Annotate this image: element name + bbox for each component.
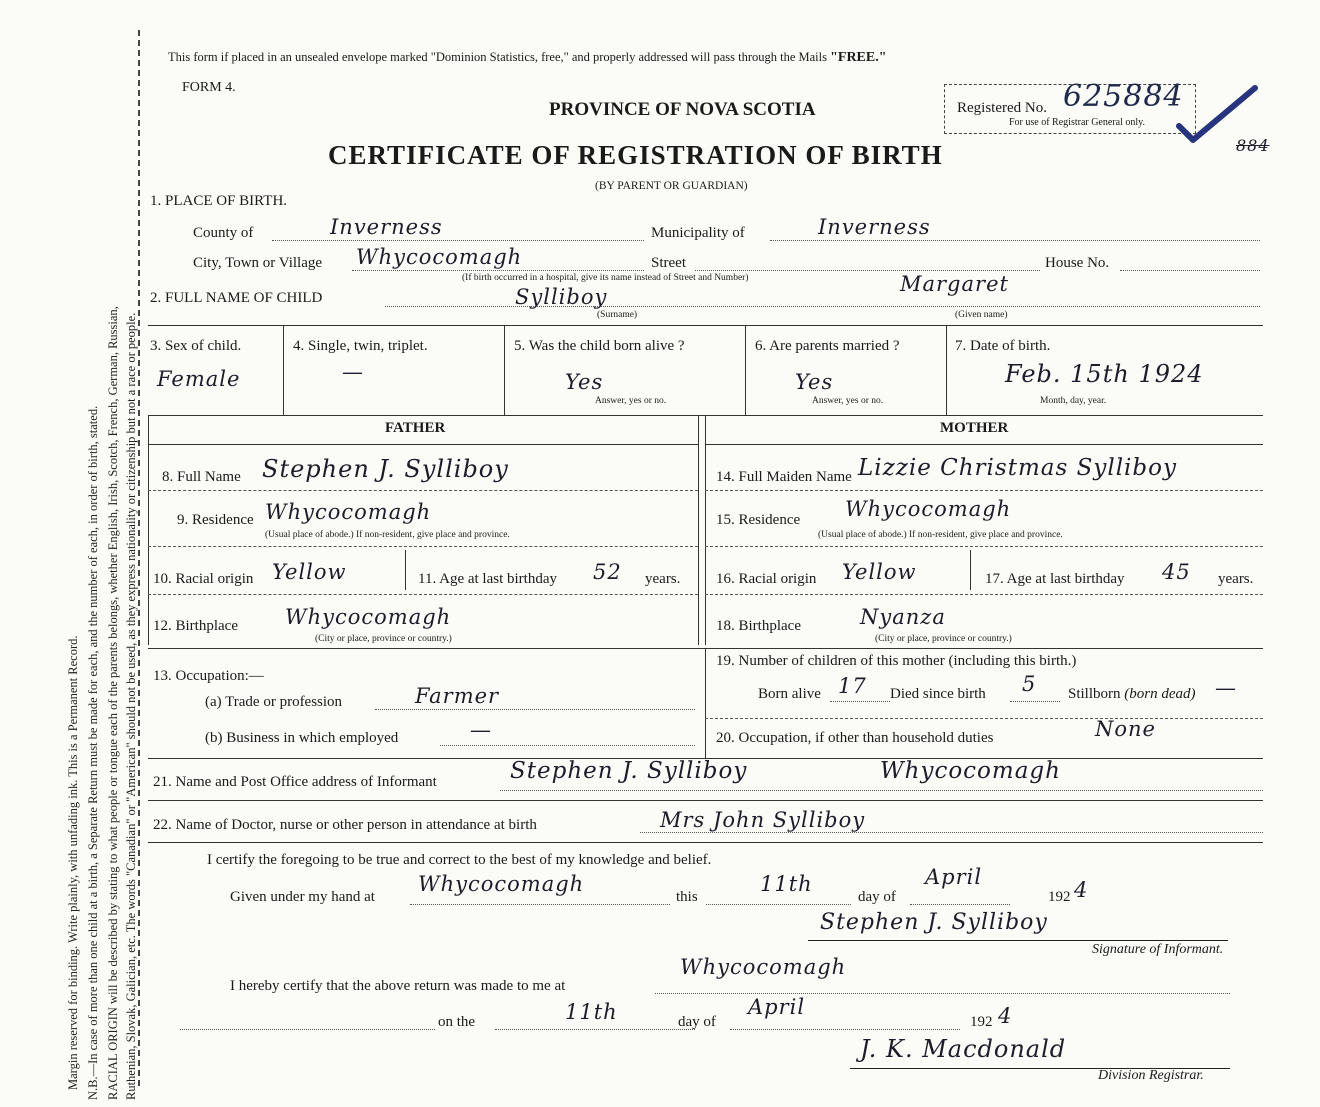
mother-residence-note: (Usual place of abode.) If non-resident, give place and province. xyxy=(818,530,1063,540)
margin-note-racial-origin-2: Ruthenian, Slovak, Galician, etc. The words "Canadian" or "American" should not be used, as they express nationality or citizenship but not a race or people. xyxy=(124,312,138,1100)
divider-row21 xyxy=(148,800,1263,801)
child-given-name-value: Margaret xyxy=(900,272,1009,296)
died-since-birth-label: Died since birth xyxy=(890,686,986,702)
trade-label: (a) Trade or profession xyxy=(205,694,343,710)
informant-label: 21. Name and Post Office address of Informant xyxy=(153,774,437,790)
born-alive-line xyxy=(830,701,890,702)
mother-heading-rule xyxy=(705,444,1263,445)
county-value: Inverness xyxy=(330,215,443,239)
registrar-day-line xyxy=(495,1029,695,1030)
hospital-note: (If birth occurred in a hospital, give its name instead of Street and Number) xyxy=(462,273,749,283)
house-number-line xyxy=(1120,270,1260,271)
city-label: City, Town or Village xyxy=(193,255,323,271)
born-alive-value: Yes xyxy=(565,370,604,394)
date-of-birth-label: 7. Date of birth. xyxy=(955,338,1051,354)
given-year-prefix: 192 xyxy=(1048,889,1071,905)
registrar-month-line xyxy=(730,1029,960,1030)
registered-number-note: For use of Registrar General only. xyxy=(1009,117,1145,128)
father-heading: FATHER xyxy=(385,420,446,436)
sex-value: Female xyxy=(157,367,241,391)
mother-age-label: 17. Age at last birthday xyxy=(985,571,1125,587)
registrar-year-prefix: 192 xyxy=(970,1014,993,1030)
mother-occupation-label: 20. Occupation, if other than household duties xyxy=(716,730,994,746)
street-label: Street xyxy=(651,255,686,271)
mother-age-years: years. xyxy=(1218,571,1254,587)
father-left-border xyxy=(148,415,149,645)
died-since-birth-count: 5 xyxy=(1022,672,1037,696)
col-divider-3 xyxy=(745,325,746,415)
registrar-month-value: April xyxy=(748,995,806,1019)
mother-left-border xyxy=(705,415,706,645)
given-month-value: April xyxy=(925,865,983,889)
business-line xyxy=(440,745,695,746)
given-day-line xyxy=(706,904,851,905)
parents-married-question: 6. Are parents married ? xyxy=(755,338,900,354)
day-of-label: day of xyxy=(858,889,896,905)
municipality-label: Municipality of xyxy=(651,225,745,241)
attendance-value: Mrs John Sylliboy xyxy=(660,808,866,832)
registered-number-box xyxy=(944,79,1196,134)
surname-note: (Surname) xyxy=(597,310,638,320)
mother-birthplace-value: Nyanza xyxy=(860,605,946,629)
father-birthplace-note: (City or place, province or country.) xyxy=(315,634,452,644)
multiple-birth-label: 4. Single, twin, triplet. xyxy=(293,338,428,354)
binding-margin-line xyxy=(138,30,140,1090)
born-alive-label: Born alive xyxy=(758,686,821,702)
father-row9-rule xyxy=(148,546,698,547)
father-name-value: Stephen J. Sylliboy xyxy=(262,455,509,483)
father-birthplace-label: 12. Birthplace xyxy=(153,618,238,634)
father-age-value: 52 xyxy=(593,560,622,584)
mother-birthplace-label: 18. Birthplace xyxy=(716,618,801,634)
registrar-year-suffix: 4 xyxy=(998,1004,1013,1028)
street-line xyxy=(695,270,1040,271)
certify-statement: I certify the foregoing to be true and correct to the best of my knowledge and belief. xyxy=(207,852,712,868)
col-divider-4 xyxy=(946,325,947,415)
given-name-note: (Given name) xyxy=(955,310,1008,320)
informant-address: Whycocomagh xyxy=(880,758,1061,784)
mother-occupation-value: None xyxy=(1095,717,1156,741)
died-since-birth-line xyxy=(1010,701,1060,702)
page-subtitle: (BY PARENT OR GUARDIAN) xyxy=(595,180,748,192)
municipality-value: Inverness xyxy=(818,215,931,239)
mother-age-value: 45 xyxy=(1162,560,1191,584)
margin-notes xyxy=(0,0,140,1107)
margin-registry-mark: 884 xyxy=(1236,136,1270,155)
mother-heading: MOTHER xyxy=(940,420,1009,436)
occupation-center-divider xyxy=(705,648,706,758)
city-value: Whycocomagh xyxy=(356,245,523,269)
registered-number-label: Registered No. xyxy=(957,100,1047,116)
mother-residence-label: 15. Residence xyxy=(716,512,801,528)
multiple-birth-value: — xyxy=(342,360,364,384)
mother-race-value: Yellow xyxy=(842,560,917,584)
registrar-day-of-label: day of xyxy=(678,1014,716,1030)
given-place-line xyxy=(410,904,670,905)
mother-race-label: 16. Racial origin xyxy=(716,571,817,587)
given-place-value: Whycocomagh xyxy=(418,872,585,896)
this-label: this xyxy=(676,889,698,905)
father-name-label: 8. Full Name xyxy=(162,469,241,485)
born-alive-count: 17 xyxy=(838,674,867,698)
mother-name-value: Lizzie Christmas Sylliboy xyxy=(858,455,1177,481)
col-divider-2 xyxy=(504,325,505,415)
father-right-border xyxy=(698,415,699,645)
father-occupation-label: 13. Occupation:— xyxy=(153,668,264,684)
province-heading: PROVINCE OF NOVA SCOTIA xyxy=(549,99,816,120)
father-race-divider xyxy=(405,550,406,590)
father-heading-rule xyxy=(148,444,698,445)
house-number-label: House No. xyxy=(1045,255,1110,271)
father-residence-note: (Usual place of abode.) If non-resident, give place and province. xyxy=(265,530,510,540)
parents-married-value: Yes xyxy=(795,370,834,394)
registrar-place-value: Whycocomagh xyxy=(680,955,847,979)
given-year-suffix: 4 xyxy=(1074,878,1089,902)
attendance-line xyxy=(640,832,1263,833)
mother-race-divider xyxy=(970,550,971,590)
divider-after-name xyxy=(148,325,1263,326)
children-count-label: 19. Number of children of this mother (including this birth.) xyxy=(716,653,1077,669)
father-race-value: Yellow xyxy=(272,560,347,584)
given-month-line xyxy=(910,904,1010,905)
date-of-birth-note: Month, day, year. xyxy=(1040,396,1107,406)
stillborn-dash: — xyxy=(1215,676,1237,700)
mother-name-label: 14. Full Maiden Name xyxy=(716,469,852,485)
registrar-caption: Division Registrar. xyxy=(1098,1068,1204,1083)
mother-row16-rule xyxy=(705,594,1263,595)
municipality-line xyxy=(770,240,1260,241)
registrar-day-value: 11th xyxy=(565,1000,618,1024)
mother-row15-rule xyxy=(705,546,1263,547)
father-row10-rule xyxy=(148,594,698,595)
mother-row19-rule xyxy=(705,718,1263,719)
business-value-dash: — xyxy=(470,718,492,742)
informant-line xyxy=(500,790,1263,791)
form-number: FORM 4. xyxy=(182,80,236,95)
father-age-years: years. xyxy=(645,571,681,587)
child-surname-value: Sylliboy xyxy=(515,285,608,309)
informant-signature: Stephen J. Sylliboy xyxy=(820,910,1048,935)
page-title: CERTIFICATE OF REGISTRATION OF BIRTH xyxy=(328,140,943,170)
trade-value: Farmer xyxy=(415,684,500,708)
county-label: County of xyxy=(193,225,254,241)
registrar-lead-line xyxy=(180,1029,435,1030)
mother-birthplace-note: (City or place, province or country.) xyxy=(875,634,1012,644)
father-row8-rule xyxy=(148,490,698,491)
father-birthplace-value: Whycocomagh xyxy=(285,605,452,629)
parents-married-note: Answer, yes or no. xyxy=(812,396,884,406)
place-of-birth-label: 1. PLACE OF BIRTH. xyxy=(150,193,288,209)
registered-number-value: 625884 xyxy=(1063,79,1184,114)
registrar-signature: J. K. Macdonald xyxy=(860,1035,1067,1063)
sex-label: 3. Sex of child. xyxy=(150,338,242,354)
divider-row22 xyxy=(148,842,1263,843)
margin-note-binding: Margin reserved for binding. Write plainly, with unfading ink. This is a Permanent Record. xyxy=(66,635,80,1090)
county-line xyxy=(272,240,644,241)
on-the-label: on the xyxy=(438,1014,476,1030)
father-residence-label: 9. Residence xyxy=(177,512,254,528)
stillborn-label: Stillborn (born dead) xyxy=(1068,686,1196,702)
mother-residence-value: Whycocomagh xyxy=(845,497,1012,521)
registrar-place-line xyxy=(655,993,1230,994)
born-alive-question: 5. Was the child born alive ? xyxy=(514,338,685,354)
mail-notice: This form if placed in an unsealed envelope marked "Dominion Statistics, free," and properly addressed will pass through the Mails "FREE." xyxy=(168,50,887,65)
col-divider-1 xyxy=(283,325,284,415)
father-race-label: 10. Racial origin xyxy=(153,571,254,587)
business-label: (b) Business in which employed xyxy=(205,730,399,746)
trade-line xyxy=(375,709,695,710)
informant-signature-caption: Signature of Informant. xyxy=(1092,942,1224,957)
margin-note-racial-origin-1: RACIAL ORIGIN will be described by stating to what people or tongue each of the parents belongs, whether English, Irish, Scotch, French, German, Russian, xyxy=(106,306,120,1100)
child-name-label: 2. FULL NAME OF CHILD xyxy=(150,290,323,306)
city-line xyxy=(352,270,644,271)
registrar-statement: I hereby certify that the above return was made to me at xyxy=(230,978,566,994)
given-under-hand-label: Given under my hand at xyxy=(230,889,375,905)
mother-row14-rule xyxy=(705,490,1263,491)
margin-note-multiple-births: N.B.—In case of more than one child at a birth, a Separate Return must be made for each, and the number of each, in order of birth, stated. xyxy=(86,405,100,1100)
father-residence-value: Whycocomagh xyxy=(265,500,432,524)
informant-signature-line xyxy=(808,940,1228,941)
father-age-label: 11. Age at last birthday xyxy=(418,571,557,587)
attendance-label: 22. Name of Doctor, nurse or other person in attendance at birth xyxy=(153,817,537,833)
born-alive-note: Answer, yes or no. xyxy=(595,396,667,406)
informant-name: Stephen J. Sylliboy xyxy=(510,758,748,784)
date-of-birth-value: Feb. 15th 1924 xyxy=(1005,360,1204,388)
given-day-value: 11th xyxy=(760,872,813,896)
